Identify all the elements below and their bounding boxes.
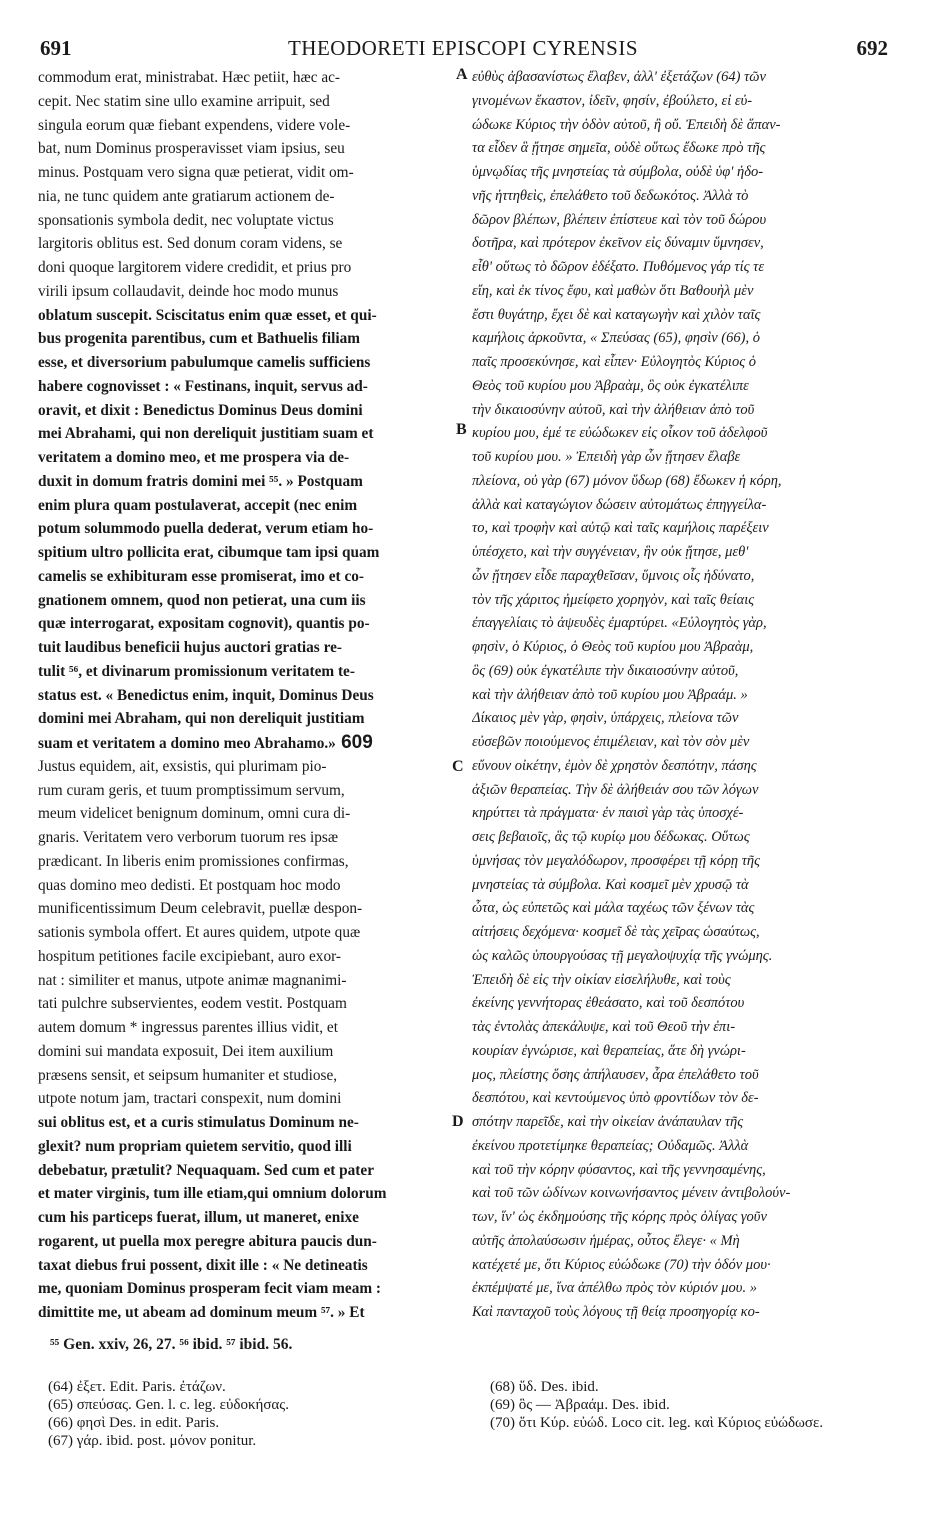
latin-line: Justus equidem, ait, exsistis, qui plurimam pio- bbox=[38, 757, 327, 775]
latin-line: sationis symbola offert. Et aures quidem, utpote quæ bbox=[38, 924, 361, 941]
latin-line: tuit laudibus beneficii hujus auctori gratias re- bbox=[38, 639, 342, 656]
page-number-right: 692 bbox=[856, 36, 888, 60]
latin-line: esse, et diversorium pabulumque camelis sufficiens bbox=[38, 354, 371, 371]
greek-line: Καὶ πανταχοῦ τοὺς λόγους τῇ θείᾳ προσηγορίᾳ κο- bbox=[472, 1304, 760, 1320]
latin-line: sponsationis symbola dedit, nec voluptate victus bbox=[38, 211, 334, 229]
greek-line: ὃς (69) οὐκ ἐγκατέλιπε τὴν δικαιοσύνην αὐτοῦ, bbox=[472, 662, 739, 679]
greek-line: ἔστι θυγάτηρ, ἔχει δὲ καὶ καταγωγὴν καὶ χιλὸν ταῖς bbox=[472, 306, 761, 323]
greek-line: δοτῆρα, καὶ πρότερον ἐκεῖνον εἰς δύναμιν ὕμνησεν, bbox=[472, 235, 764, 252]
latin-line: dimittite me, ut abeam ad dominum meum ⁵⁷. » Et bbox=[38, 1304, 365, 1321]
greek-line: δεσπότου, καὶ κεντούμενος ὑπὸ φροντίδων τὸν δε- bbox=[472, 1090, 759, 1107]
greek-line: καὶ τοῦ τῶν ὠδίνων κοινωνήσαντος μένειν ἀντιβολούν- bbox=[472, 1185, 791, 1202]
greek-line: καμήλοις ἀρκοῦντα, « Σπεύσας (65), φησὶν (66), ὁ bbox=[472, 330, 760, 347]
latin-line: taxat diebus frui possent, dixit ille : « Ne detineatis bbox=[38, 1256, 368, 1274]
greek-line: ἐκείνης γεννήτορας ἐθεάσατο, καὶ τοῦ δεσπότου bbox=[472, 995, 745, 1012]
latin-line: commodum erat, ministrabat. Hæc petiit, hæc ac- bbox=[38, 69, 341, 86]
latin-line: singula eorum quæ fiebant expendens, videre vole- bbox=[38, 116, 351, 134]
latin-line: domini mei Abraham, qui non dereliquit justitiam bbox=[38, 710, 365, 728]
greek-line: εἴη, καὶ ἐκ τίνος ἔφυ, καὶ μαθὼν ὅτι Βαθουὴλ μὲν bbox=[472, 282, 754, 299]
scripture-references: ⁵⁵ Gen. xxiv, 26, 27. ⁵⁶ ibid. ⁵⁷ ibid. 56. bbox=[50, 1336, 293, 1353]
greek-line: των, ἵν' ὡς ἐκδημούσης τῆς κόρης πρὸς ὀλίγας γοῦν bbox=[472, 1209, 767, 1225]
latin-line: doni quoque largitorem videre credidit, et prius pro bbox=[38, 259, 352, 276]
latin-line: quæ interrogarat, expositam cognovit), quantis po- bbox=[38, 615, 370, 633]
critical-notes-left bbox=[48, 1378, 448, 1450]
page-header bbox=[0, 36, 926, 62]
greek-line: ἐπαγγελίαις τὸ ἀψευδὲς ἐμαρτύρει. «Εὐλογητὸς γὰρ, bbox=[472, 615, 767, 632]
latin-line: largitoris oblitus est. Sed donum coram videns, se bbox=[38, 235, 343, 253]
latin-line: munificentissimum Deum celebravit, puellæ despon- bbox=[38, 900, 363, 918]
latin-line: autem domum * ingressus parentes illius vidit, et bbox=[38, 1019, 338, 1036]
greek-line: ὑμνήσας τὸν μεγαλόδωρον, προσφέρει τῇ κόρῃ τῆς bbox=[472, 852, 761, 869]
greek-line: μνηστείας τὰ σύμβολα. Καὶ κοσμεῖ μὲν χρυσῷ τὰ bbox=[472, 876, 749, 893]
latin-line: utpote notum jam, tractari conspexit, num domini bbox=[38, 1090, 342, 1108]
greek-line: τοῦ κυρίου μου. » Ἐπειδὴ γὰρ ὧν ᾔτησεν ἔλαβε bbox=[472, 449, 741, 465]
greek-line: σπότην παρεῖδε, καὶ τὴν οἰκείαν ἀνάπαυλαν τῆς bbox=[472, 1114, 744, 1130]
latin-line: præsens sensit, et seipsum humaniter et studiose, bbox=[38, 1066, 338, 1084]
greek-line: ὦτα, ὡς εὐπετῶς καὶ μάλα ταχέως τῶν ξένων τὰς bbox=[472, 900, 755, 917]
margin-letter-a: A bbox=[456, 66, 468, 83]
latin-line: oblatum suscepit. Sciscitatus enim quæ esset, et qui- bbox=[38, 306, 377, 324]
greek-line: παῖς προσεκύνησε, καὶ εἶπεν· Εὐλογητὸς Κύριος ὁ bbox=[472, 354, 756, 370]
margin-letter-c: C bbox=[452, 758, 464, 775]
latin-line: bat, num Dominus prosperavisset viam ipsius, seu bbox=[38, 140, 345, 158]
latin-line: virili ipsum collaudavit, deinde hoc modo munus bbox=[38, 282, 339, 300]
greek-line: τὰς ἐντολὰς ἀπεκάλυψε, καὶ τοῦ Θεοῦ τὴν ἐπι- bbox=[472, 1019, 736, 1035]
greek-line: κουρίαν ἐγνώρισε, καὶ θεραπείας, ἅτε δὴ γνώρι- bbox=[472, 1042, 746, 1059]
latin-line: status est. « Benedictus enim, inquit, Dominus Deus bbox=[38, 686, 374, 704]
greek-line: καὶ τὴν ἀλήθειαν ἀπὸ τοῦ κυρίου μου Ἀβραάμ. » bbox=[472, 686, 748, 703]
latin-line: minus. Postquam vero signa quæ petierat, vidit om- bbox=[38, 164, 354, 181]
latin-line: tulit ⁵⁶, et divinarum promissionum veritatem te- bbox=[38, 662, 355, 680]
greek-line: τὴν δικαιοσύνην αὐτοῦ, καὶ τὴν ἀλήθειαν ἀπὸ τοῦ bbox=[472, 401, 755, 418]
margin-letter-b: B bbox=[456, 421, 467, 438]
greek-line: ἀξιῶν θεραπείας. Τὴν δὲ ἀλήθειάν σου τῶν λόγων bbox=[472, 781, 759, 798]
critical-note: (64) ἐξετ. Edit. Paris. ἐτάζων. bbox=[48, 1379, 226, 1395]
greek-line: Δίκαιος μὲν γὰρ, φησὶν, ὑπάρχεις, πλείονα τῶν bbox=[472, 710, 739, 727]
greek-line: Ἐπειδὴ δὲ εἰς τὴν οἰκίαν εἰσελήλυθε, καὶ τοὺς bbox=[472, 971, 731, 988]
critical-note: (67) γάρ. ibid. post. μόνον ponitur. bbox=[48, 1433, 257, 1449]
greek-line: Θεὸς τοῦ κυρίου μου Ἀβραὰμ, ὃς οὐκ ἐγκατέλιπε bbox=[472, 377, 749, 394]
latin-line: tati pulchre subservientes, eodem vestit. Postquam bbox=[38, 995, 347, 1013]
greek-line: νῆς ἡττηθεὶς, ἐπελάθετο τοῦ δεδωκότος. Ἀλλὰ τὸ bbox=[472, 187, 749, 204]
critical-note: (68) ὕδ. Des. ibid. bbox=[490, 1379, 599, 1395]
greek-line: σεις βεβαιοῖς, ἃς τῷ κυρίῳ μου δέδωκας. Οὕτως bbox=[472, 829, 750, 845]
margin-letter-d: D bbox=[452, 1113, 464, 1130]
greek-line: ἐκπέμψατέ με, ἵνα ἀπέλθω πρὸς τὸν κύριόν μου. » bbox=[472, 1280, 757, 1297]
greek-line: ώδωκε Κύριος τὴν ὁδὸν αὐτοῦ, ἢ οὔ. Ἐπειδὴ δὲ ἅπαν- bbox=[472, 116, 781, 133]
greek-line: πλείονα, οὐ γὰρ (67) μόνον ὕδωρ (68) ἔδωκεν ἡ κόρη, bbox=[472, 472, 782, 489]
greek-line: ἀλλὰ καὶ καταγώγιον δώσειν αὐτομάτως ἐπηγγείλα- bbox=[472, 496, 767, 513]
latin-line: bus progenita parentibus, cum et Bathuelis filiam bbox=[38, 330, 360, 348]
latin-line: potum solummodo puella dederat, verum etiam ho- bbox=[38, 520, 374, 538]
latin-line: habere cognovisset : « Festinans, inquit, servus ad- bbox=[38, 377, 368, 395]
latin-line: gnationem omnem, quod non petierat, una cum iis bbox=[38, 591, 366, 609]
page-number-left: 691 bbox=[40, 36, 72, 60]
critical-note: (70) ὅτι Κύρ. εὐώδ. Loco cit. leg. καὶ Κύριος εὐώδωσε. bbox=[490, 1415, 824, 1431]
latin-line: meum videlicet benignum dominum, omni cura di- bbox=[38, 805, 351, 823]
latin-line: mei Abrahami, qui non dereliquit justitiam suam et bbox=[38, 425, 374, 443]
greek-line: το, καὶ τροφὴν καὶ αὐτῷ καὶ ταῖς καμήλοις παρέξειν bbox=[472, 520, 769, 537]
running-title: THEODORETI EPISCOPI CYRENSIS bbox=[287, 36, 639, 60]
greek-line: ἐκείνου προτετίμηκε θεραπείας; Οὐδαμῶς. Ἀλλὰ bbox=[472, 1137, 749, 1154]
latin-line: rogarent, ut puella mox peregre abitura paucis dun- bbox=[38, 1232, 377, 1250]
greek-line: κηρύττει τὰ πράγματα· ἐν παισὶ γὰρ τὰς ὑποσχέ- bbox=[472, 805, 744, 822]
greek-line: εὐθὺς ἀβασανίστως ἔλαβεν, ἀλλ' ἐξετάζων (64) τῶν bbox=[472, 69, 766, 85]
greek-column bbox=[472, 66, 890, 1325]
latin-line: oravit, et dixit : Benedictus Dominus Deus domini bbox=[38, 401, 363, 419]
greek-line: εὔνουν οἰκέτην, ἐμὸν δὲ χρηστὸν δεσπότην, πάσης bbox=[472, 757, 757, 774]
latin-line: camelis se exhibituram esse promiserat, imo et co- bbox=[38, 567, 364, 585]
latin-line: suam et veritatem a domino meo Abrahamo.» 609 bbox=[38, 732, 373, 753]
latin-line: et mater virginis, tum ille etiam,qui omnium dolorum bbox=[38, 1185, 387, 1203]
greek-line: φησὶν, ὁ Κύριος, ὁ Θεὸς τοῦ κυρίου μου Ἀβραὰμ, bbox=[472, 639, 754, 655]
greek-line: ὧν ᾔτησεν εἶδε παραχθεῖσαν, ὕμνοις οἷς ἠδύνατο, bbox=[472, 567, 755, 584]
greek-line: καὶ τοῦ τὴν κόρην φύσαντος, καὶ τῆς γεννησαμένης, bbox=[472, 1161, 766, 1178]
greek-line: ὑπέσχετο, καὶ τὴν συγγένειαν, ἣν οὐκ ᾔτησε, μεθ' bbox=[472, 544, 749, 560]
latin-line: me, quoniam Dominus prosperam fecit viam meam : bbox=[38, 1280, 382, 1298]
greek-line: μος, πλείστης ὅσης ἀπήλαυσεν, ἆρα ἐπελάθετο τοῦ bbox=[472, 1066, 759, 1083]
latin-line: cepit. Nec statim sine ullo examine arripuit, sed bbox=[38, 92, 330, 110]
latin-column bbox=[38, 66, 450, 1325]
greek-line: τα εἶδεν ἃ ᾔτησε σημεῖα, οὐδὲ οὕτως ἔδωκε πρὸ τῆς bbox=[472, 140, 766, 157]
greek-line: αἰτήσεις δεχόμενα· κοσμεῖ δὲ τὰς χεῖρας ὡσαύτως, bbox=[472, 924, 760, 940]
latin-line: nia, ne tunc quidem ante gratiarum actionem de- bbox=[38, 187, 335, 205]
latin-line: debebatur, prætulit? Nequaquam. Sed cum et pater bbox=[38, 1161, 374, 1179]
greek-line: ὑμνῳδίας τῆς μνηστείας τὰ σύμβολα, οὐδὲ ὑφ' ἡδο- bbox=[472, 164, 764, 180]
latin-line: gnaris. Veritatem vero verborum tuorum res ipsæ bbox=[38, 829, 339, 846]
latin-line: duxit in domum fratris domini mei ⁵⁵. » Postquam bbox=[38, 472, 363, 490]
latin-line: domini sui mandata exposuit, Dei item auxilium bbox=[38, 1042, 334, 1060]
greek-line: κατέχετέ με, ὅτι Κύριος εὐώδωκε (70) τὴν ὁδόν μου· bbox=[472, 1256, 771, 1273]
greek-line: γινομένων ἕκαστον, ἰδεῖν, φησίν, ἐβούλετο, εἰ εὐ- bbox=[472, 92, 753, 109]
latin-line: spitium ultro pollicita erat, cibumque tam ipsi quam bbox=[38, 544, 380, 561]
section-number: 609 bbox=[335, 732, 373, 753]
greek-line: δῶρον βλέπων, βλέπειν ἐπίστευε καὶ τὸν τοῦ δώρου bbox=[472, 211, 767, 228]
latin-line: sui oblitus est, et a curis stimulatus Dominum ne- bbox=[38, 1114, 359, 1131]
latin-line: veritatem a domino meo, et me prospera via de- bbox=[38, 449, 350, 466]
greek-line: τὸν τῆς χάριτος ἠμείφετο χορηγὸν, καὶ ταῖς θείαις bbox=[472, 591, 755, 608]
latin-line: enim plura quam postulaverat, accepit (nec enim bbox=[38, 496, 358, 514]
greek-line: αὐτῆς ἀπολαύσωσιν ἡμέρας, οὗτος ἔλεγε· « Μὴ bbox=[472, 1232, 740, 1249]
latin-line: rum curam geris, et tuum promptissimum servum, bbox=[38, 781, 345, 799]
latin-line: glexit? num propriam quietem servitio, quod illi bbox=[38, 1137, 352, 1155]
greek-line: ὡς καλῶς ὑπουργούσας τῇ μεγαλοψυχίᾳ τῆς γνώμης. bbox=[472, 947, 773, 964]
latin-line: prædicant. In liberis enim promissiones confirmas, bbox=[38, 852, 349, 870]
latin-line: nat : similiter et manus, utpote animæ magnanimi- bbox=[38, 971, 347, 989]
greek-line: εὐσεβῶν ποιούμενος ἐπιμέλειαν, καὶ τὸν σὸν μὲν bbox=[472, 734, 750, 750]
critical-note: (65) σπεύσας. Gen. l. c. leg. εὐδοκήσας. bbox=[48, 1397, 289, 1413]
latin-line: quas domino meo dedisti. Et postquam hoc modo bbox=[38, 876, 341, 894]
latin-line: hospitum petitiones facile excipiebant, auro exor- bbox=[38, 947, 341, 965]
latin-line: cum his particeps fuerat, illum, ut maneret, enixe bbox=[38, 1209, 359, 1226]
critical-note: (69) ὃς — Ἀβραάμ. Des. ibid. bbox=[490, 1397, 670, 1413]
critical-notes-right bbox=[490, 1378, 890, 1432]
greek-line: εἶθ' οὕτως τὸ δῶρον ἐδέξατο. Πυθόμενος γάρ τίς τε bbox=[472, 259, 765, 275]
greek-line: κυρίου μου, ἐμέ τε εὐώδωκεν εἰς οἶκον τοῦ ἀδελφοῦ bbox=[472, 425, 768, 442]
critical-note: (66) φησὶ Des. in edit. Paris. bbox=[48, 1415, 220, 1431]
